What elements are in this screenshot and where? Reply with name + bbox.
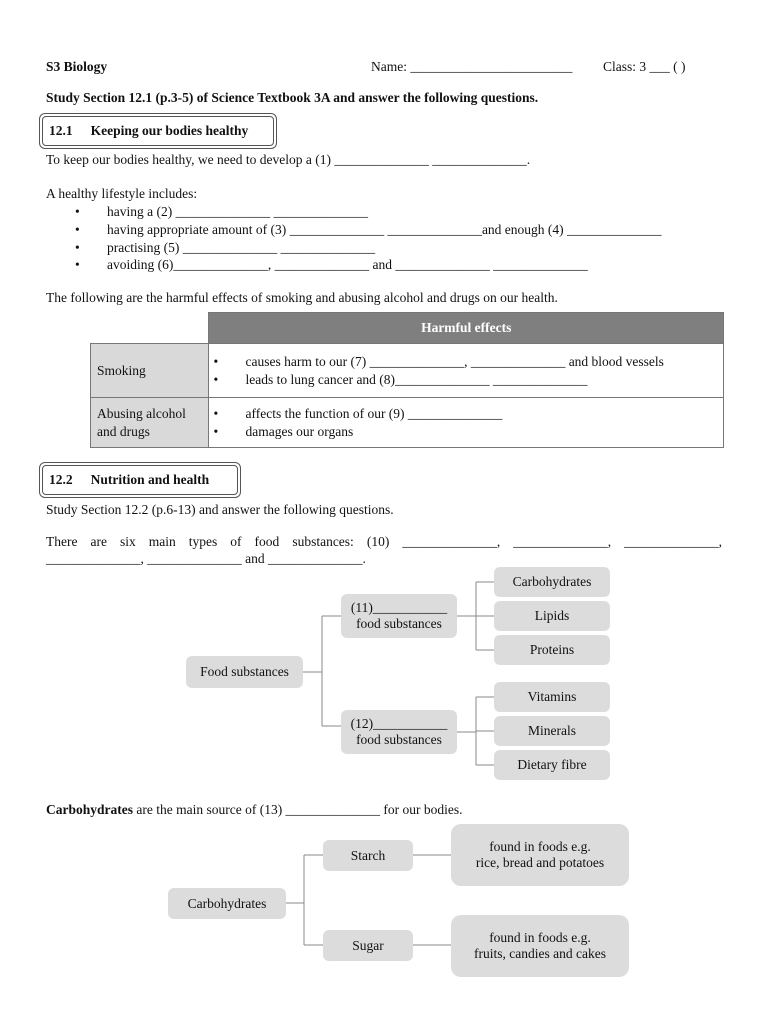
node-carbohydrates: Carbohydrates [494, 567, 610, 597]
question-10-line1: There are six main types of food substances: (10) ______________, ______________, ______________, [46, 534, 722, 549]
node-group-11 [341, 594, 457, 638]
node-label-line: food substances [356, 732, 442, 747]
node-label-line: found in foods e.g. [489, 839, 591, 854]
row-label-smoking: Smoking [91, 344, 209, 398]
list-item: • leads to lung cancer and (8)______________ ______________ [209, 371, 723, 389]
section-number: 12.1 [49, 123, 73, 138]
node-starch-examples [451, 824, 629, 886]
row-label-line: and drugs [97, 423, 150, 439]
node-proteins: Proteins [494, 635, 610, 665]
list-item: • causes harm to our (7) ______________, ______________ and blood vessels [209, 353, 723, 371]
node-label-line: (12)___________ [350, 716, 448, 731]
name-field-label: Name: ________________________ [371, 59, 573, 74]
node-food-substances: Food substances [186, 656, 303, 688]
node-dietary-fibre: Dietary fibre [494, 750, 610, 780]
node-label-line: fruits, candies and cakes [474, 946, 606, 961]
node-group-12 [341, 710, 457, 754]
node-vitamins: Vitamins [494, 682, 610, 712]
node-minerals: Minerals [494, 716, 610, 746]
lifestyle-intro: A healthy lifestyle includes: [46, 186, 198, 201]
question-13-text: are the main source of (13) ______________ for our bodies. [133, 802, 463, 817]
row-label-line: Abusing alcohol [97, 406, 186, 421]
section-title: Nutrition and health [90, 472, 210, 487]
node-label-line: (11)___________ [350, 600, 448, 615]
class-field-label: Class: 3 ___ ( ) [603, 59, 686, 74]
node-carbohydrates-root: Carbohydrates [168, 888, 286, 919]
node-label-line: found in foods e.g. [489, 930, 591, 945]
node-sugar-examples [451, 915, 629, 977]
node-label-line: food substances [356, 616, 442, 631]
effects-intro: The following are the harmful effects of smoking and abusing alcohol and drugs on our health. [46, 290, 558, 305]
section-title: Keeping our bodies healthy [90, 123, 249, 138]
question-10-line2: ______________, ______________ and ______________. [46, 551, 366, 566]
list-item: • having a (2) ______________ ______________ [46, 203, 662, 221]
list-item: • damages our organs [209, 423, 723, 441]
subject-title: S3 Biology [46, 59, 108, 74]
node-label-line: rice, bread and potatoes [475, 855, 605, 870]
list-item: • having appropriate amount of (3) ______________ ______________and enough (4) ______________ [46, 221, 662, 239]
node-starch: Starch [323, 840, 413, 871]
study-section-12-2: Study Section 12.2 (p.6-13) and answer the following questions. [46, 502, 394, 517]
node-lipids: Lipids [494, 601, 610, 631]
section-number: 12.2 [49, 472, 73, 487]
list-item: • affects the function of our (9) ______________ [209, 405, 723, 423]
study-instruction: Study Section 12.1 (p.3-5) of Science Textbook 3A and answer the following questions. [46, 90, 539, 105]
table-header: Harmful effects [209, 313, 724, 344]
question-1: To keep our bodies healthy, we need to develop a (1) ______________ ______________. [46, 152, 531, 167]
list-item: • avoiding (6)______________, ______________ and ______________ ______________ [46, 256, 662, 274]
term-carbohydrates: Carbohydrates [46, 802, 133, 817]
list-item: • practising (5) ______________ ______________ [46, 239, 662, 257]
node-sugar: Sugar [323, 930, 413, 961]
question-13 [46, 802, 463, 818]
